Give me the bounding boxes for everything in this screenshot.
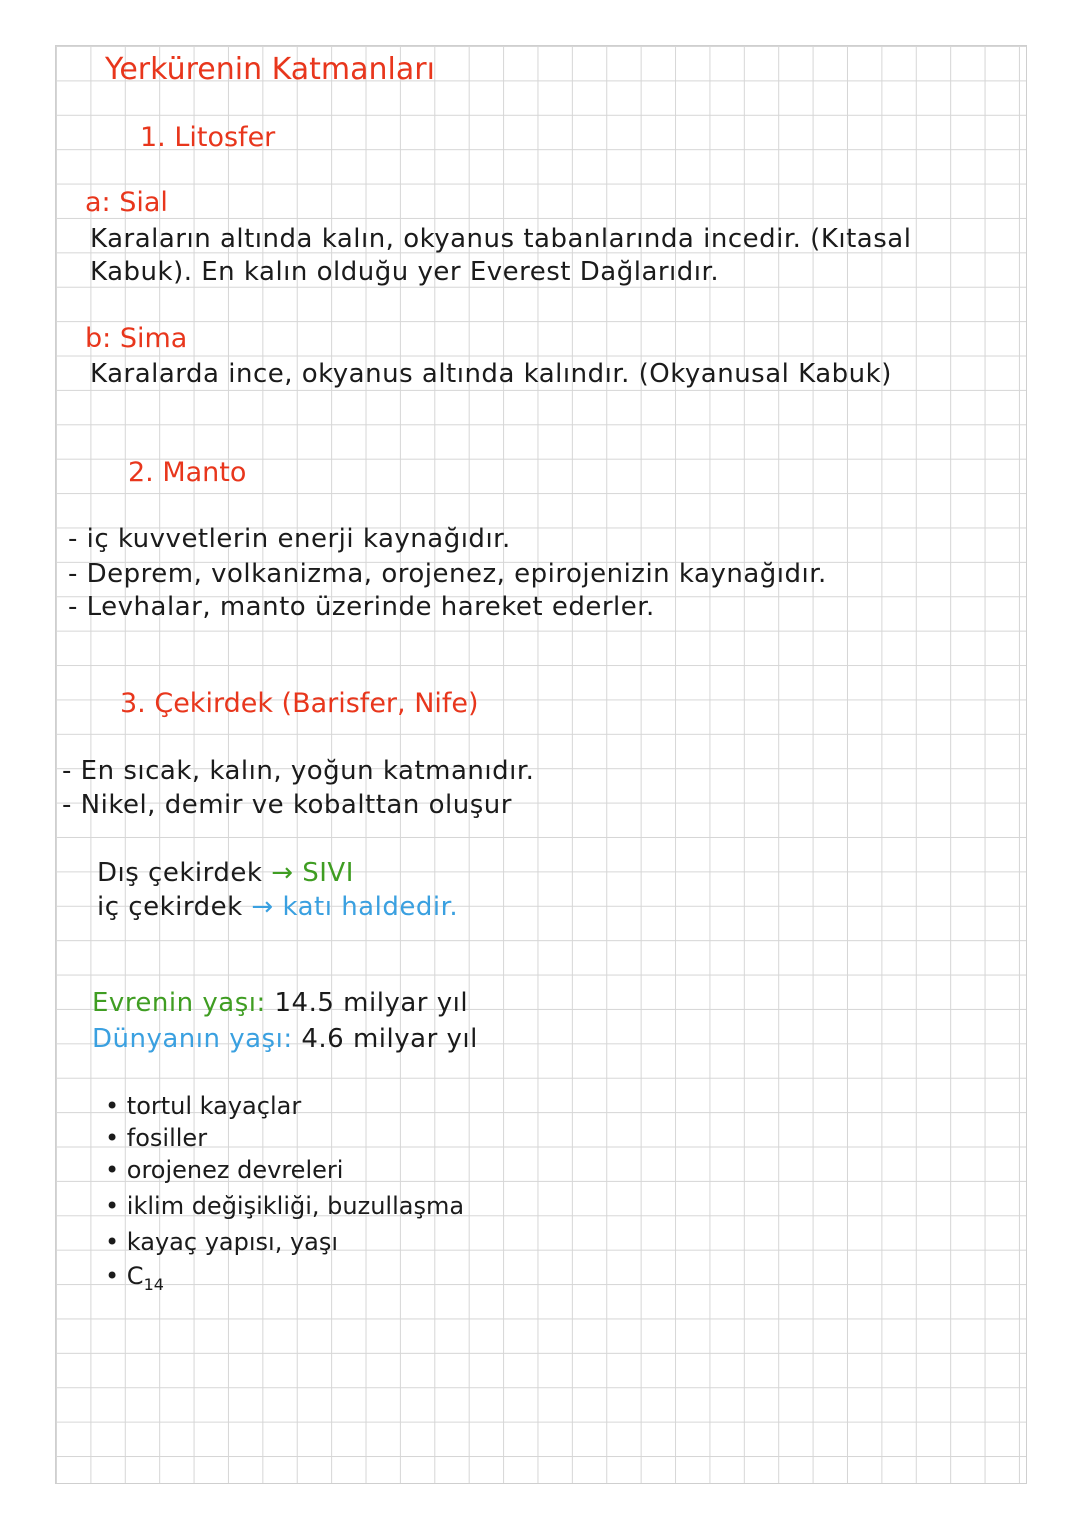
cekirdek-item-1: - En sıcak, kalın, yoğun katmanıdır.	[62, 756, 535, 786]
dunya-age-label: Dünyanın yaşı:	[92, 1024, 293, 1054]
manto-item-2: - Deprem, volkanizma, orojenez, epirojenizin kaynağıdır.	[68, 559, 827, 589]
manto-item-1: - iç kuvvetlerin enerji kaynağıdır.	[68, 524, 511, 554]
manto-heading: 2. Manto	[128, 457, 247, 488]
arrow-icon: →	[251, 892, 274, 922]
dis-cekirdek-value: SIVI	[302, 858, 354, 888]
list-item: • kayaç yapısı, yaşı	[105, 1228, 339, 1256]
manto-item-3: - Levhalar, manto üzerinde hareket ederler.	[68, 592, 655, 622]
dis-cekirdek-label: Dış çekirdek	[97, 858, 263, 888]
evren-age-row	[92, 990, 468, 1016]
ic-cekirdek-row	[97, 894, 458, 920]
sial-line-1: Karaların altında kalın, okyanus tabanlarında incedir. (Kıtasal	[90, 224, 912, 254]
cekirdek-item-2: - Nikel, demir ve kobalttan oluşur	[62, 790, 512, 820]
ic-cekirdek-value: katı	[282, 892, 333, 922]
bullet-icon: •	[105, 1262, 120, 1290]
list-item: • iklim değişikliği, buzullaşma	[105, 1192, 465, 1220]
sima-label: b: Sima	[85, 323, 188, 354]
c14-sub: 14	[143, 1274, 164, 1294]
list-item: • fosiller	[105, 1124, 208, 1152]
c14-main: C	[126, 1262, 144, 1290]
list-item: • tortul kayaçlar	[105, 1092, 302, 1120]
ic-cekirdek-label: iç çekirdek	[97, 892, 243, 922]
cekirdek-heading: 3. Çekirdek (Barisfer, Nife)	[120, 688, 479, 719]
sial-label: a: Sial	[85, 187, 168, 218]
evren-age-label: Evrenin yaşı:	[92, 988, 266, 1018]
list-item-c14	[105, 1264, 164, 1293]
list-item: • orojenez devreleri	[105, 1156, 344, 1184]
ic-cekirdek-suffix: haldedir.	[341, 892, 459, 922]
sima-line-1: Karalarda ince, okyanus altında kalındır. (Okyanusal Kabuk)	[90, 359, 892, 389]
dunya-age-value: 4.6 milyar yıl	[301, 1024, 478, 1054]
page-title: Yerkürenin Katmanları	[105, 52, 435, 87]
dis-cekirdek-row	[97, 860, 354, 886]
dunya-age-row	[92, 1026, 478, 1052]
litosfer-heading: 1. Litosfer	[140, 122, 276, 153]
evren-age-value: 14.5 milyar yıl	[274, 988, 469, 1018]
sial-line-2: Kabuk). En kalın olduğu yer Everest Dağlarıdır.	[90, 257, 720, 287]
arrow-icon: →	[271, 858, 294, 888]
